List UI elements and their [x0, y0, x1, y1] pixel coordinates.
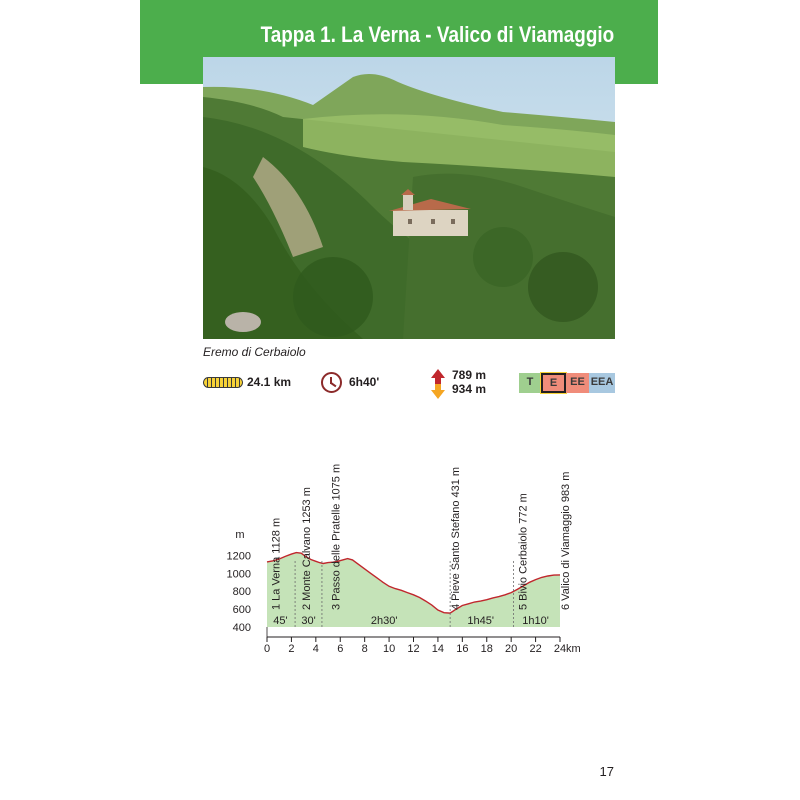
y-tick-label: 600	[232, 604, 251, 617]
photo-caption: Eremo di Cerbaiolo	[203, 345, 306, 359]
x-tick-label: 6	[337, 643, 344, 655]
ascent-value: 789 m	[452, 368, 487, 382]
x-tick-label: 0	[263, 643, 271, 655]
descent-value: 934 m	[452, 382, 487, 396]
waypoint-label: 6 Valico di Viamaggio 983 m	[560, 471, 572, 610]
duration-value: 6h40'	[349, 375, 380, 389]
y-tick-label: 1200	[226, 550, 251, 563]
segment-time-label: 30'	[301, 615, 316, 627]
y-axis-unit: m	[235, 529, 245, 541]
x-tick-label: 22	[529, 643, 542, 655]
x-tick-label: 18	[480, 643, 493, 655]
page-title: Tappa 1. La Verna - Valico di Viamaggio	[260, 22, 614, 47]
difficulty-ee: EE	[566, 373, 589, 393]
x-tick-label: 10	[382, 643, 396, 655]
waypoint-label: 1 La Verna 1128 m	[270, 517, 283, 610]
x-tick-label: 14	[431, 643, 445, 655]
y-tick-label: 800	[232, 586, 251, 599]
segment-time-label: 1h45'	[467, 615, 494, 627]
waypoint-label: 5 Bivio Cerbaiolo 772 m	[517, 493, 530, 610]
x-tick-label: 16	[456, 643, 469, 655]
x-tick-label: 4	[312, 643, 319, 655]
segment-time-label: 45'	[273, 615, 288, 627]
difficulty-e-selected: E	[541, 373, 566, 393]
waypoint-label: 2 Monte Calvano 1253 m	[301, 487, 314, 610]
x-tick-label: 20	[505, 643, 518, 655]
x-tick-label: 24	[553, 643, 567, 655]
difficulty-t: T	[519, 373, 541, 393]
x-tick-label: 8	[361, 643, 368, 655]
y-tick-label: 1000	[226, 568, 251, 581]
waypoint-label: 4 Pieve Santo Stefano 431 m	[450, 466, 463, 610]
x-tick-label: 2	[288, 643, 295, 655]
segment-time-label: 1h10'	[522, 615, 549, 627]
x-axis-unit: km	[566, 643, 581, 655]
page-number: 17	[599, 764, 614, 779]
distance-value: 24.1 km	[247, 375, 292, 389]
x-tick-label: 12	[407, 643, 420, 655]
difficulty-eea: EEA	[589, 373, 615, 393]
segment-time-label: 2h30'	[370, 615, 398, 627]
waypoint-label: 3 Passo delle Pratelle 1075 m	[330, 463, 343, 610]
y-tick-label: 400	[232, 622, 251, 634]
